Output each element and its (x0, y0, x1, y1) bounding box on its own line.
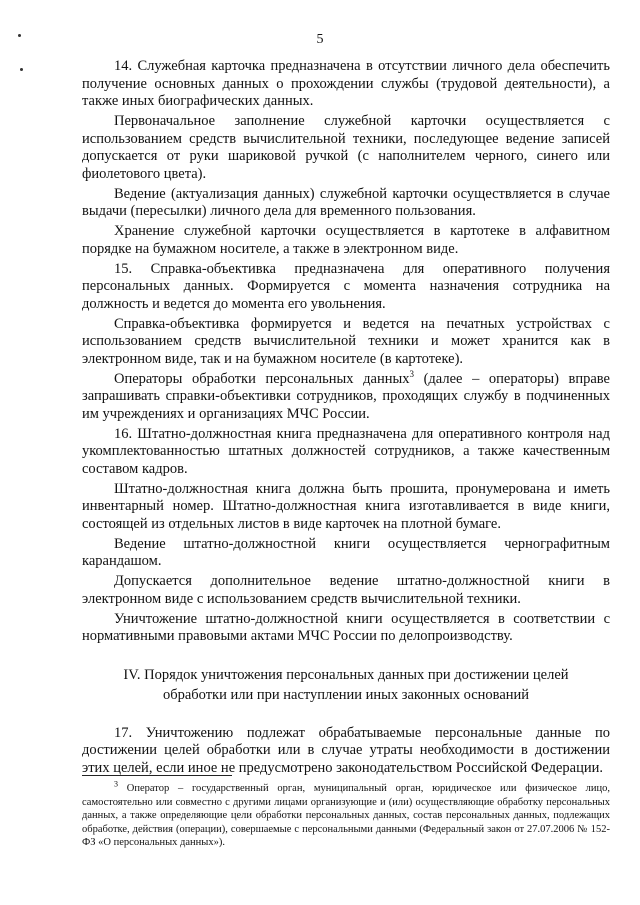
footnote-number: 3 (114, 779, 118, 789)
section-heading-iv: IV. Порядок уничтожения персональных данных при достижении целей обработки или при наступлении иных законных оснований (123, 666, 569, 703)
footnote-text: Оператор – государственный орган, муниципальный орган, юридическое или физическое лицо, самостоятельно или совместно с другими лицами организующие и (или) осуществляющие обработку персональных данных, а также определяющие цели обработки персональных данных, состав персональных данных, подлежащих обработке, действия (операции), совершаемые с персональными данными (Федеральный закон от 27.07.2006 № 152-ФЗ «О персональных данных»). (82, 783, 610, 848)
paragraph-17: 17. Уничтожению подлежат обрабатываемые персональные данные по достижении целей обработки или в случае утраты необходимости в достижении этих целей, если иное не предусмотрено законодательством Российской Федерации. (82, 724, 610, 776)
paragraph-book-pencil: Ведение штатно-должностной книги осуществляется чернографитным карандашом. (82, 535, 610, 569)
operators-text-after: (далее – операторы) вправе запрашивать справки-объективки сотрудников, проходящих службу в подчиненных им учреждениях и организациях МЧС России. (82, 370, 610, 422)
paragraph-book-destruction: Уничтожение штатно-должностной книги осуществляется в соответствии с нормативными правовыми актами МЧС России по делопроизводству. (82, 610, 610, 644)
document-body (82, 58, 610, 780)
paragraph-14: 14. Служебная карточка предназначена в отсутствии личного дела обеспечить получение основных данных о прохождении службы (трудовой деятельности), а также иных биографических данных. (82, 58, 610, 109)
paragraph-card-update: Ведение (актуализация данных) служебной карточки осуществляется в случае выдачи (пересылки) личного дела для временного пользования. (82, 185, 610, 219)
footnote (82, 779, 610, 850)
footnote-divider (82, 775, 232, 776)
footnote-reference: 3 (409, 368, 414, 379)
scan-mark-2 (20, 68, 23, 71)
paragraph-16: 16. Штатно-должностная книга предназначена для оперативного контроля над укомплектованностью штатных должностей сотрудников, а также качественным составом кадров. (82, 425, 610, 477)
paragraph-objective-forming: Справка-объективка формируется и ведется на печатных устройствах с использованием средств вычислительной техники и может хранится как в электронном виде, так и на бумажном носителе (в картотеке). (82, 315, 610, 367)
operators-text-before: Операторы обработки персональных данных (114, 370, 410, 387)
paragraph-15: 15. Справка-объективка предназначена для оперативного получения персональных данных. Формируется с момента назначения сотрудника на должность и ведется до момента его увольнения. (82, 260, 610, 312)
page-number: 5 (316, 32, 324, 47)
paragraph-book-electronic: Допускается дополнительное ведение штатно-должностной книги в электронном виде с использованием средств вычислительной техники. (82, 573, 610, 607)
paragraph-initial-filling: Первоначальное заполнение служебной карточки осуществляется с использованием средств вычислительной техники, последующее ведение записей допускается от руки шариковой ручкой (с наполнителем черного, синего или фиолетового цвета). (82, 113, 610, 182)
paragraph-operators (82, 368, 610, 424)
paragraph-card-storage: Хранение служебной карточки осуществляется в картотеке в алфавитном порядке на бумажном носителе, а также в электронном виде. (82, 223, 610, 257)
paragraph-book-binding: Штатно-должностная книга должна быть прошита, пронумерована и иметь инвентарный номер. Штатно-должностная книга изготавливается в виде книги, состоящей из отдельных листов в виде карточек на плотной бумаге. (82, 480, 610, 532)
